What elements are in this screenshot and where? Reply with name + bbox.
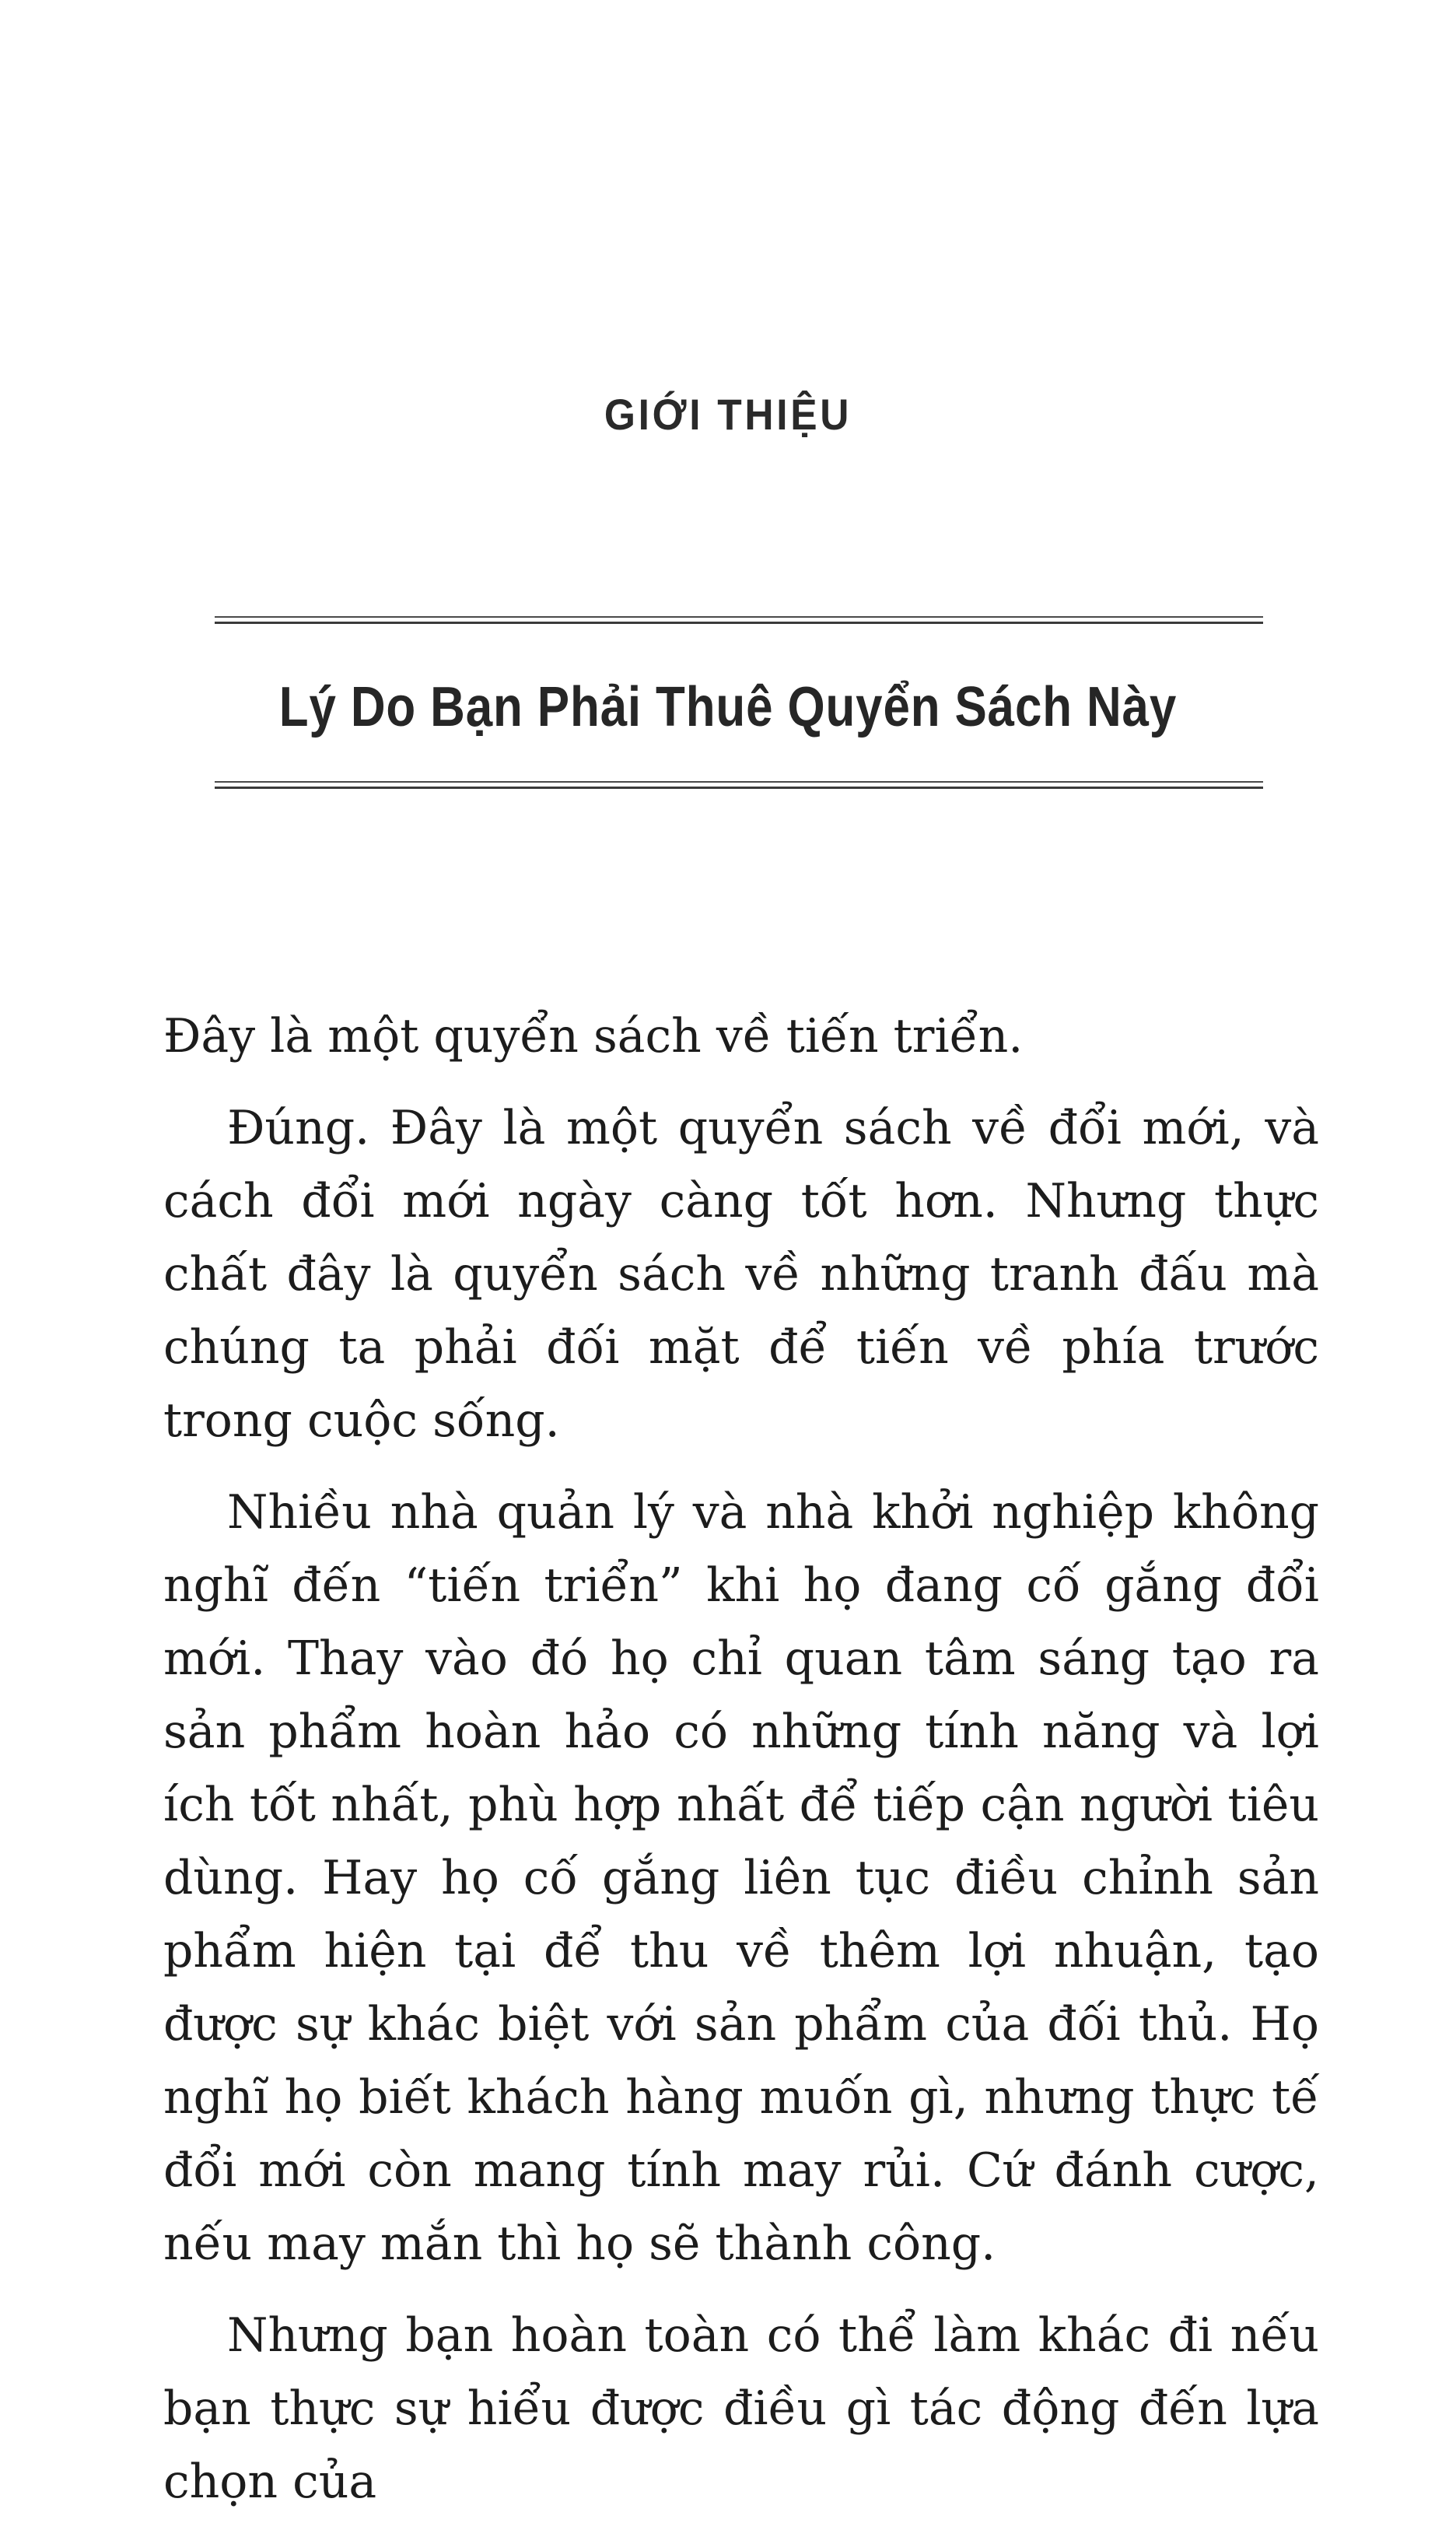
paragraph: Đây là một quyển sách về tiến triển.: [163, 1009, 1024, 1064]
paragraph: Nhiều nhà quản lý và nhà khởi nghiệp không nghĩ đến “tiến triển” khi họ đang cố gắng đổi mới. Thay vào đó họ chỉ quan tâm sáng tạo ra sản phẩm hoàn hảo có những tính năng và lợi ích tốt nhất, phù hợp nhất để tiếp cận người tiêu dùng. Hay họ cố gắng liên tục điều chỉnh sản phẩm hiện tại để thu về thêm lợi nhuận, tạo được sự khác biệt với sản phẩm của đối thủ. Họ nghĩ họ biết khách hàng muốn gì, nhưng thực tế đổi mới còn mang tính may rủi. Cứ đánh cược, nếu may mắn thì họ sẽ thành công.: [163, 1485, 1319, 2271]
paragraph: Nhưng bạn hoàn toàn có thể làm khác đi nếu bạn thực sự hiểu được điều gì tác động đến lựa chọn của: [163, 2308, 1319, 2509]
section-label: GIỚI THIỆU: [604, 390, 852, 439]
bottom-double-rule: [215, 781, 1263, 792]
chapter-title: Lý Do Bạn Phải Thuê Quyển Sách Này: [278, 676, 1178, 738]
paragraph: Đúng. Đây là một quyển sách về đổi mới, và cách đổi mới ngày càng tốt hơn. Nhưng thực chất đây là quyển sách về những tranh đấu mà chúng ta phải đối mặt để tiến về phía trước trong cuộc sống.: [163, 1101, 1319, 1448]
body-text: [163, 1000, 1319, 2537]
top-double-rule: [215, 616, 1263, 627]
